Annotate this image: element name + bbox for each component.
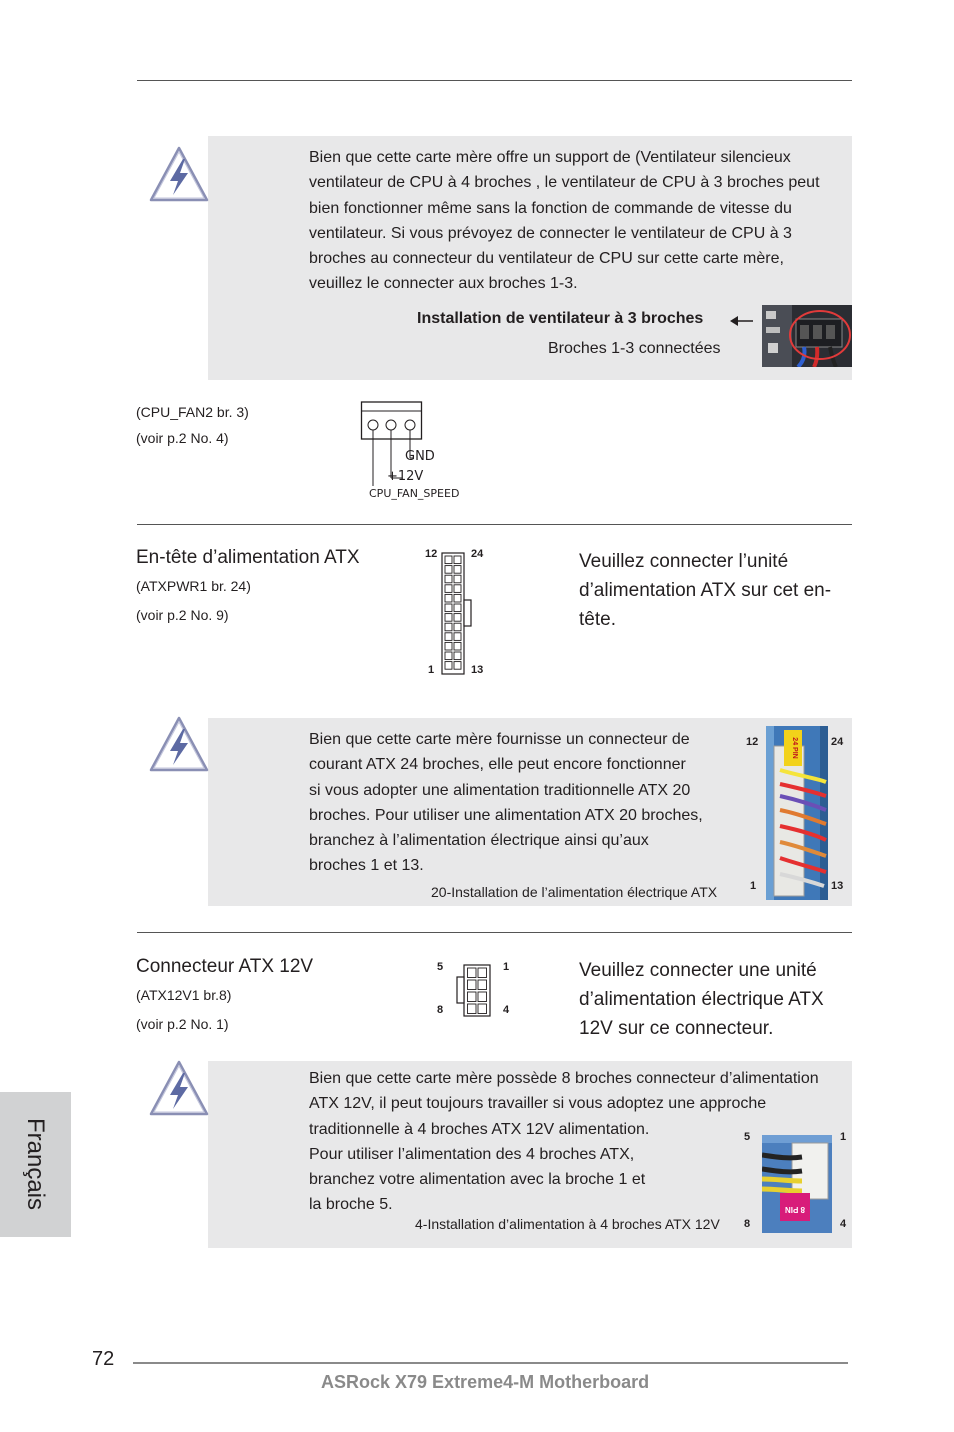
fan-connector-photo (762, 305, 852, 367)
pin-label-5: 5 (437, 961, 444, 973)
atx-header-ref: (ATXPWR1 br. 24) (136, 578, 251, 594)
pin-label-13: 13 (471, 664, 484, 676)
atx12v-title: Connecteur ATX 12V (136, 956, 314, 977)
atx-24pin-diagram (441, 552, 473, 676)
pin-label-13: 13 (831, 880, 844, 892)
language-tab (0, 1092, 71, 1237)
note-caption: 4-Installation d’alimentation à 4 broches ATX 12V (415, 1216, 720, 1232)
atx12v-description: Veuillez connecter une unité d’alimentation électrique ATX 12V sur ce connecteur. (579, 960, 824, 1039)
warning-icon (148, 145, 210, 203)
note-box-atx20 (208, 718, 852, 906)
arrow-left-icon (728, 314, 754, 328)
pin-label-12: 12 (746, 736, 759, 748)
pin-label-1: 1 (428, 664, 435, 676)
atx12v-see: (voir p.2 No. 1) (136, 1016, 229, 1032)
note-text: Bien que cette carte mère offre un support de (Ventilateur silencieux ventilateur de CPU à 4 broches , le ventilateur de CPU à 3 broches peut bien fonctionner même sans la fonction de commande de vitesse du ventilateur. Si vous prévoyez de connecter le ventilateur de CPU à 3 broches au connecteur du ventilateur de CPU sur cette carte mère, veuillez le connecter aux broches 1-3. (309, 149, 820, 293)
footer-product: ASRock X79 Extreme4-M Motherboard (321, 1372, 650, 1392)
install-subtitle: Broches 1-3 connectées (548, 340, 721, 357)
atx-24pin-photo (766, 726, 828, 900)
cpu-fan2-ref: (CPU_FAN2 br. 3) (136, 404, 249, 420)
install-title: Installation de ventilateur à 3 broches (417, 310, 704, 327)
pin-label-24: 24 (471, 548, 484, 560)
section-divider (137, 932, 852, 933)
pin-gnd-label: GND (405, 449, 435, 464)
warning-icon (148, 1059, 210, 1117)
note-text: Bien que cette carte mère fournisse un connecteur de courant ATX 24 broches, elle peut encore fonctionner si vous adopter une alimentation traditionnelle ATX 20 broches. Pour utiliser une alimentation ATX 20 broches, branchez à l’alimentation électrique ainsi qu’aux broches 1 et 13. (309, 731, 703, 875)
atx-header-description: Veuillez connecter l’unité d’alimentation ATX sur cet en- tête. (579, 551, 832, 630)
footer-rule (133, 1362, 848, 1364)
warning-icon (148, 715, 210, 773)
page-number: 72 (92, 1348, 115, 1370)
pin-label-12: 12 (425, 548, 438, 560)
pin-label-4: 4 (503, 1004, 510, 1016)
pin-label-24: 24 (831, 736, 844, 748)
pin-label-1: 1 (750, 880, 757, 892)
pin-speed-label: CPU_FAN_SPEED (369, 487, 460, 500)
atx12v-8pin-diagram (455, 964, 493, 1018)
note-text: Bien que cette carte mère possède 8 broches connecteur d’alimentation ATX 12V, il peut toujours travailler si vous adoptez une approche traditionnelle à 4 broches ATX 12V alimentation. Pour utiliser l’alimentation des 4 broches ATX, branchez votre alimentation avec la broche 1 et la broche 5. (309, 1070, 819, 1214)
pin-label-5: 5 (744, 1131, 751, 1143)
plug-label: 24 PIN (791, 737, 798, 759)
top-rule (137, 80, 852, 81)
language-label: Français (22, 1117, 49, 1211)
pin-label-8: 8 (744, 1218, 751, 1230)
atx-header-see: (voir p.2 No. 9) (136, 607, 229, 623)
pin-label-1: 1 (840, 1131, 847, 1143)
plug-label: 8 PIN (784, 1205, 806, 1214)
pin-label-4: 4 (840, 1218, 847, 1230)
pin-label-8: 8 (437, 1004, 444, 1016)
pin-label-1: 1 (503, 961, 510, 973)
cpu-fan2-see: (voir p.2 No. 4) (136, 430, 229, 446)
note-box-atx12v (208, 1061, 852, 1248)
atx12v-ref: (ATX12V1 br.8) (136, 987, 232, 1003)
note-box-fan (208, 136, 852, 380)
pin-12v-label: +12V (387, 469, 424, 484)
atx12v-4pin-photo (762, 1135, 832, 1233)
atx-header-title: En-tête d’alimentation ATX (136, 547, 360, 568)
section-divider (137, 524, 852, 525)
note-caption: 20-Installation de l’alimentation électrique ATX (431, 884, 718, 900)
